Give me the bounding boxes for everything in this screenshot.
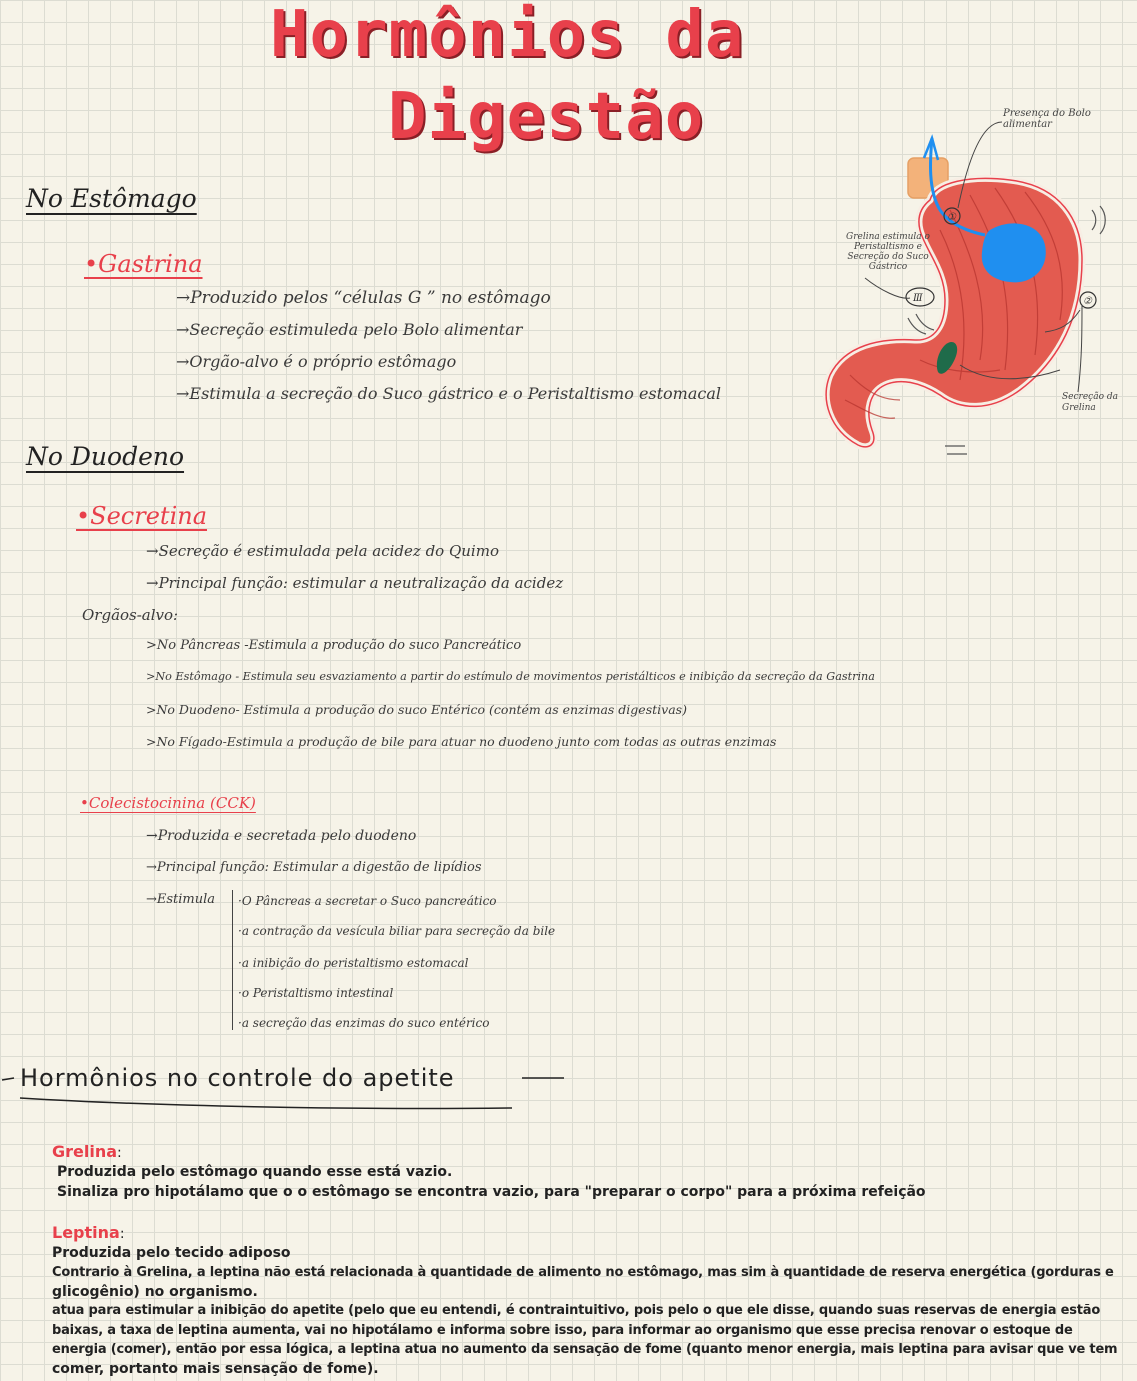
cck-estimula-item-1: ·O Pâncreas a secretar o Suco pancreático [238,894,497,908]
cck-estimula-item-2: ·a contração da vesícula biliar para secreção da bile [238,924,556,938]
page-title-line1: Hormônios da [270,0,745,72]
bolo-alimentar-shape [982,223,1046,282]
hormone-name-gastrina: •Gastrina [84,250,203,278]
gastrina-item-3: →Orgão-alvo é o próprio estômago [176,352,457,371]
secretina-item-1: →Secreção é estimulada pela acidez do Quimo [146,542,499,560]
leptina-line-7: comer, portanto mais sensação de fome). [52,1361,379,1377]
gastrina-item-4: →Estimula a secreção do Suco gástrico e o Peristaltismo estomacal [176,384,722,403]
marker-2: ② [1083,296,1092,307]
marker-1: ① [947,212,956,223]
orgao-item-pancreas: >No Pâncreas -Estimula a produção do suco Pancreático [146,638,522,653]
section-heading-duodeno: No Duodeno [26,442,185,471]
hormone-name-cck: •Colecistocinina (CCK) [80,794,256,812]
hormone-name-secretina: •Secretina [76,502,208,530]
grelina-line-1: Produzida pelo estômago quando esse está vazio. [57,1164,453,1180]
orgao-item-figado: >No Fígado-Estimula a produção de bile para atuar no duodeno junto com todas as outras enzimas [146,734,777,749]
cck-bracket [232,890,233,1030]
cck-estimula-item-3: ·a inibição do peristaltismo estomacal [238,956,469,970]
grelina-name: Grelina [52,1142,118,1161]
grelina-heading [52,1142,122,1161]
orgao-item-estomago: >No Estômago - Estimula seu esvaziamento a partir do estímulo de movimentos peristálticos e inibição da secreção da Gastrina [146,670,875,683]
cck-item-2: →Principal função: Estimular a digestão de lipídios [146,860,482,875]
leptina-line-6: energia (comer), então por essa lógica, a leptina atua no aumento da sensação de fome (quanto menor energia, mais leptina para avisar que ve tem [52,1342,1118,1357]
cck-estimula-item-5: ·a secreção das enzimas do suco entérico [238,1016,490,1030]
page-title-line2: Digestão [388,80,705,154]
marker-3: Ⅲ [913,293,923,304]
cck-estimula-label: →Estimula [146,892,216,907]
cck-item-1: →Produzida e secretada pelo duodeno [146,828,417,844]
grelina-colon: : [117,1145,122,1161]
label-grelina-estimula: Grelina estimula o Peristaltismo e Secreção do Suco Gástrico [846,232,930,272]
gastrina-item-1: →Produzido pelos “células G ” no estômago [176,288,551,308]
leptina-line-1: Produzida pelo tecido adiposo [52,1245,291,1261]
leptina-line-5: baixas, a taxa de leptina aumenta, vai no hipotálamo e informa sobre isso, para informar ao organismo que esse precisa renovar o estoque de [52,1323,1073,1338]
secretina-item-2: →Principal função: estimular a neutralização da acidez [146,574,564,592]
leptina-name: Leptina [52,1223,120,1242]
grelina-line-2: Sinaliza pro hipotálamo que o o estômago se encontra vazio, para "preparar o corpo" para a próxima refeição [57,1184,926,1200]
orgaos-alvo-label: Orgãos-alvo: [82,606,179,624]
gastrina-item-2: →Secreção estimuleda pelo Bolo alimentar [176,320,523,339]
stomach-diagram [820,100,1137,470]
section-heading-estomago: No Estômago [26,184,197,213]
cck-estimula-item-4: ·o Peristaltismo intestinal [238,986,394,1000]
apetite-heading: Hormônios no controle do apetite [20,1064,455,1092]
leptina-heading [52,1223,125,1242]
label-presenca-bolo: Presença do Bolo alimentar [1003,108,1091,130]
leptina-colon: : [119,1226,125,1242]
leptina-line-3: glicogênio) no organismo. [52,1284,258,1300]
label-secrecao-grelina: Secreção da Grelina [1062,392,1118,413]
leptina-line-4: atua para estimular a inibição do apetite (pelo que eu entendi, é contraintuitivo, pois pelo o que ele disse, quando suas reservas de energia estão [52,1303,1101,1318]
orgao-item-duodeno: >No Duodeno- Estimula a produção do suco Entérico (contém as enzimas digestivas) [146,702,687,717]
leptina-line-2: Contrario à Grelina, a leptina não está relacionada à quantidade de alimento no estômago, mas sim à quantidade de reserva energética (gorduras e [52,1265,1114,1280]
